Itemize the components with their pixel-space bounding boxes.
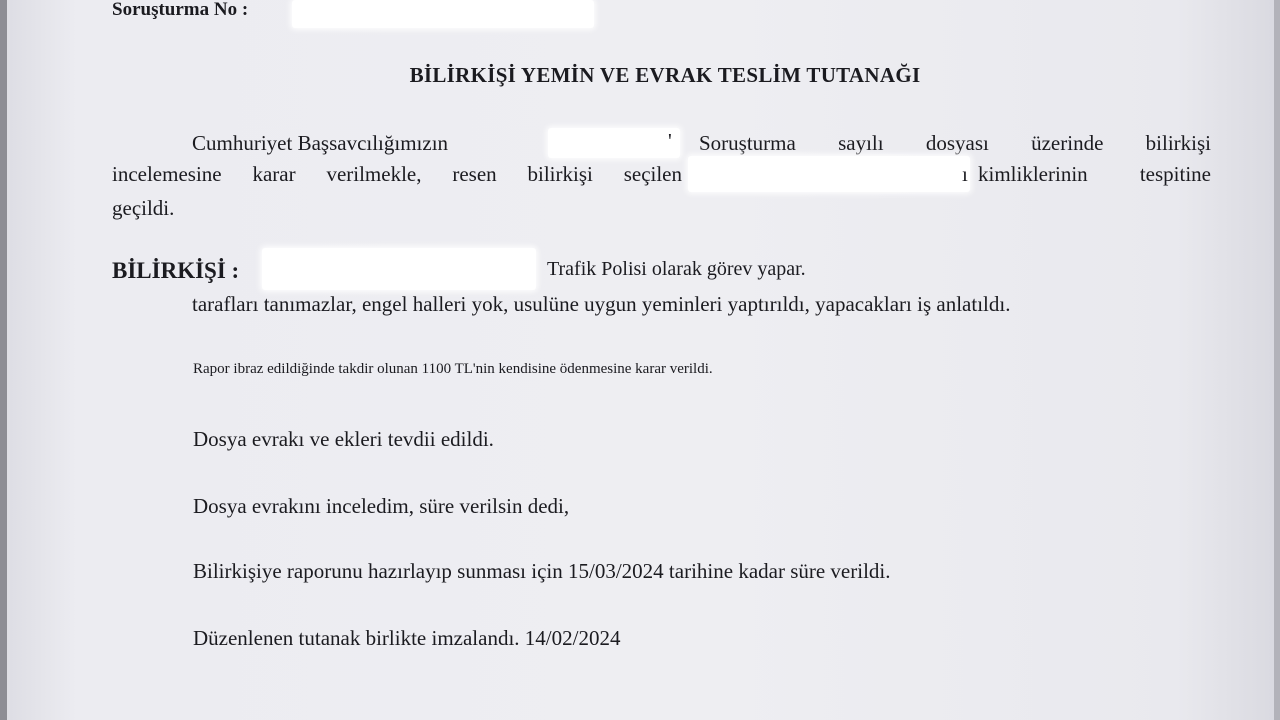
redaction-file-number xyxy=(548,128,680,158)
intro-line2-start: incelemesine karar verilmekle, resen bilirkişi seçilen xyxy=(112,162,682,186)
scan-edge-left xyxy=(0,0,7,720)
request-text: Dosya evrakını inceledim, süre verilsin dedi, xyxy=(193,494,570,518)
document-title: BİLİRKİŞİ YEMİN VE EVRAK TESLİM TUTANAĞI xyxy=(409,63,921,87)
partial-letter: ı xyxy=(962,162,968,186)
redaction-expert-name xyxy=(262,248,536,290)
intro-line3: geçildi. xyxy=(112,196,175,220)
expert-label: BİLİRKİŞİ : xyxy=(112,258,240,283)
fee-text: Rapor ibraz edildiğinde takdir olunan 1100 TL'nin kendisine ödenmesine karar verildi. xyxy=(193,361,713,377)
expert-role: Trafik Polisi olarak görev yapar. xyxy=(547,258,806,280)
deadline-text: Bilirkişiye raporunu hazırlayıp sunması için 15/03/2024 tarihine kadar süre verildi. xyxy=(193,559,891,583)
documents-text: Dosya evrakı ve ekleri tevdii edildi. xyxy=(193,427,494,451)
intro-line2-end: kimliklerinin tespitine xyxy=(978,162,1211,186)
apostrophe-mark: ' xyxy=(668,129,672,153)
redaction-investigation-number xyxy=(292,0,594,28)
investigation-number-label: Soruşturma No : xyxy=(112,0,249,20)
expert-statement: tarafları tanımazlar, engel halleri yok, usulüne uygun yeminleri yaptırıldı, yapacakları iş anlatıldı. xyxy=(192,292,1011,316)
redaction-expert-names xyxy=(688,156,970,192)
intro-line1-start: Cumhuriyet Başsavcılığımızın xyxy=(192,131,449,155)
signed-text: Düzenlenen tutanak birlikte imzalandı. 14/02/2024 xyxy=(193,626,621,650)
intro-line1-end: Soruşturma sayılı dosyası üzerinde bilirkişi xyxy=(699,131,1211,155)
scan-edge-right xyxy=(1274,0,1280,720)
